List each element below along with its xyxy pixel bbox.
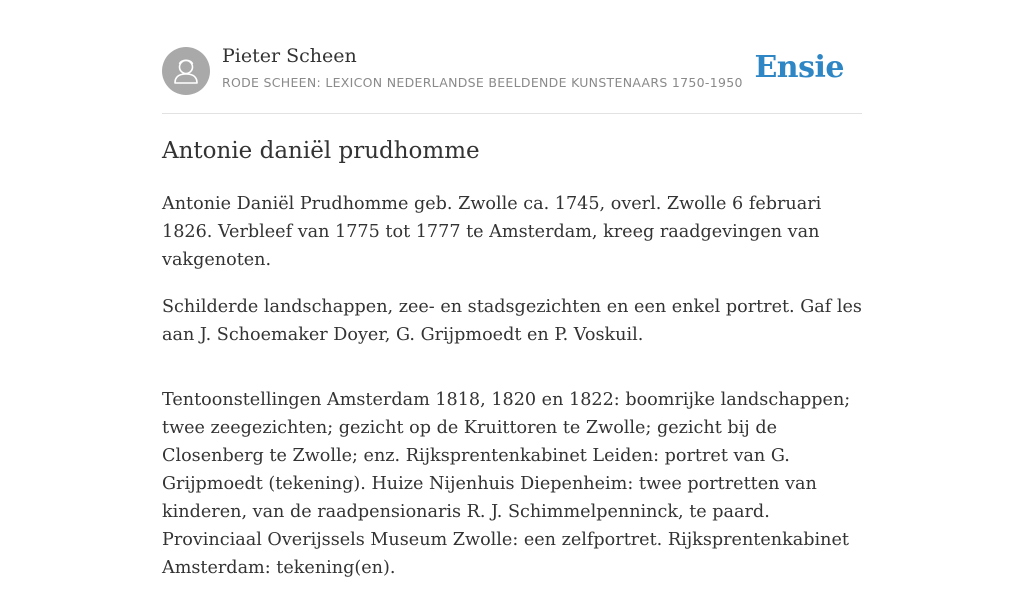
author-name[interactable]: Pieter Scheen [222,45,357,67]
author-avatar[interactable] [162,47,210,95]
source-title[interactable]: RODE SCHEEN: LEXICON NEDERLANDSE BEELDENDE KUNSTENAARS 1750-1950 [222,75,743,90]
header [162,0,862,114]
user-icon [162,47,210,95]
ensie-logo[interactable]: Ensie [754,50,844,85]
article-paragraph: Schilderde landschappen, zee- en stadsgezichten en een enkel portret. Gaf les aan J. Schoemaker Doyer, G. Grijpmoedt en P. Voskuil. [162,297,862,345]
article-paragraph: Tentoonstellingen Amsterdam 1818, 1820 en 1822: boomrijke landschappen; twee zeegezichten; gezicht op de Kruittoren te Zwolle; gezicht bij de Closenberg te Zwolle; enz. Rijksprentenkabinet Leiden: portret van G. Grijpmoedt (tekening). Huize Nijenhuis Diepenheim: twee portretten van kinderen, van de raadpensionaris R. J. Schimmelpenninck, te paard. Provinciaal Overijssels Museum Zwolle: een zelfportret. Rijksprentenkabinet Amsterdam: tekening(en). [162,390,851,578]
page [162,0,862,578]
article-body [162,190,864,601]
article-paragraph: Antonie Daniël Prudhomme geb. Zwolle ca. 1745, overl. Zwolle 6 februari 1826. Verbleef van 1775 tot 1777 te Amsterdam, kreeg raadgevingen van vakgenoten. [162,194,822,270]
article-title: Antonie daniël prudhomme [162,138,480,164]
